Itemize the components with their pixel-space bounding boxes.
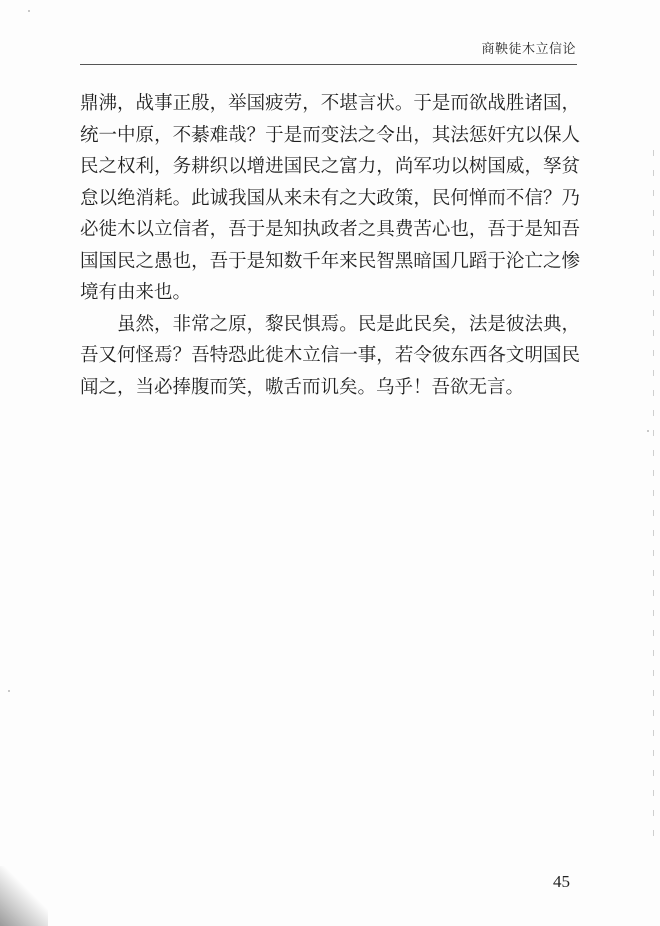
scan-edge-mark [653, 150, 654, 850]
paragraph: 虽然，非常之原，黎民惧焉。民是此民矣，法是彼法典，吾又何怪焉？吾特恐此徙木立信一事，若令彼东西各文明国民闻之，当必捧腹而笑，嗷舌而讥矣。乌乎！吾欲无言。 [80, 313, 580, 398]
page-number: 45 [553, 872, 570, 891]
scan-speck [28, 10, 30, 12]
paragraph-continued: 鼎沸，战事正殷，举国疲劳，不堪言状。于是而欲战胜诸国，统一中原，不綦难哉？于是而变法之令出，其法惩奸宄以保人民之权利，务耕织以增进国民之富力，尚军功以树国威，孥贫怠以绝消耗。此诚我国从来未有之大政策，民何惮而不信？乃必徙木以立信者，吾于是知执政者之具费苦心也，吾于是知吾国国民之愚也，吾于是知数千年来民智黑暗国几蹈于沦亡之惨境有由来也。 [80, 93, 580, 303]
body-text [80, 88, 580, 403]
scan-corner-shadow [0, 866, 48, 926]
running-header-title: 商鞅徒木立信论 [481, 42, 576, 57]
header-rule [80, 64, 577, 65]
scan-speck [8, 690, 10, 692]
scan-speck [647, 430, 649, 432]
